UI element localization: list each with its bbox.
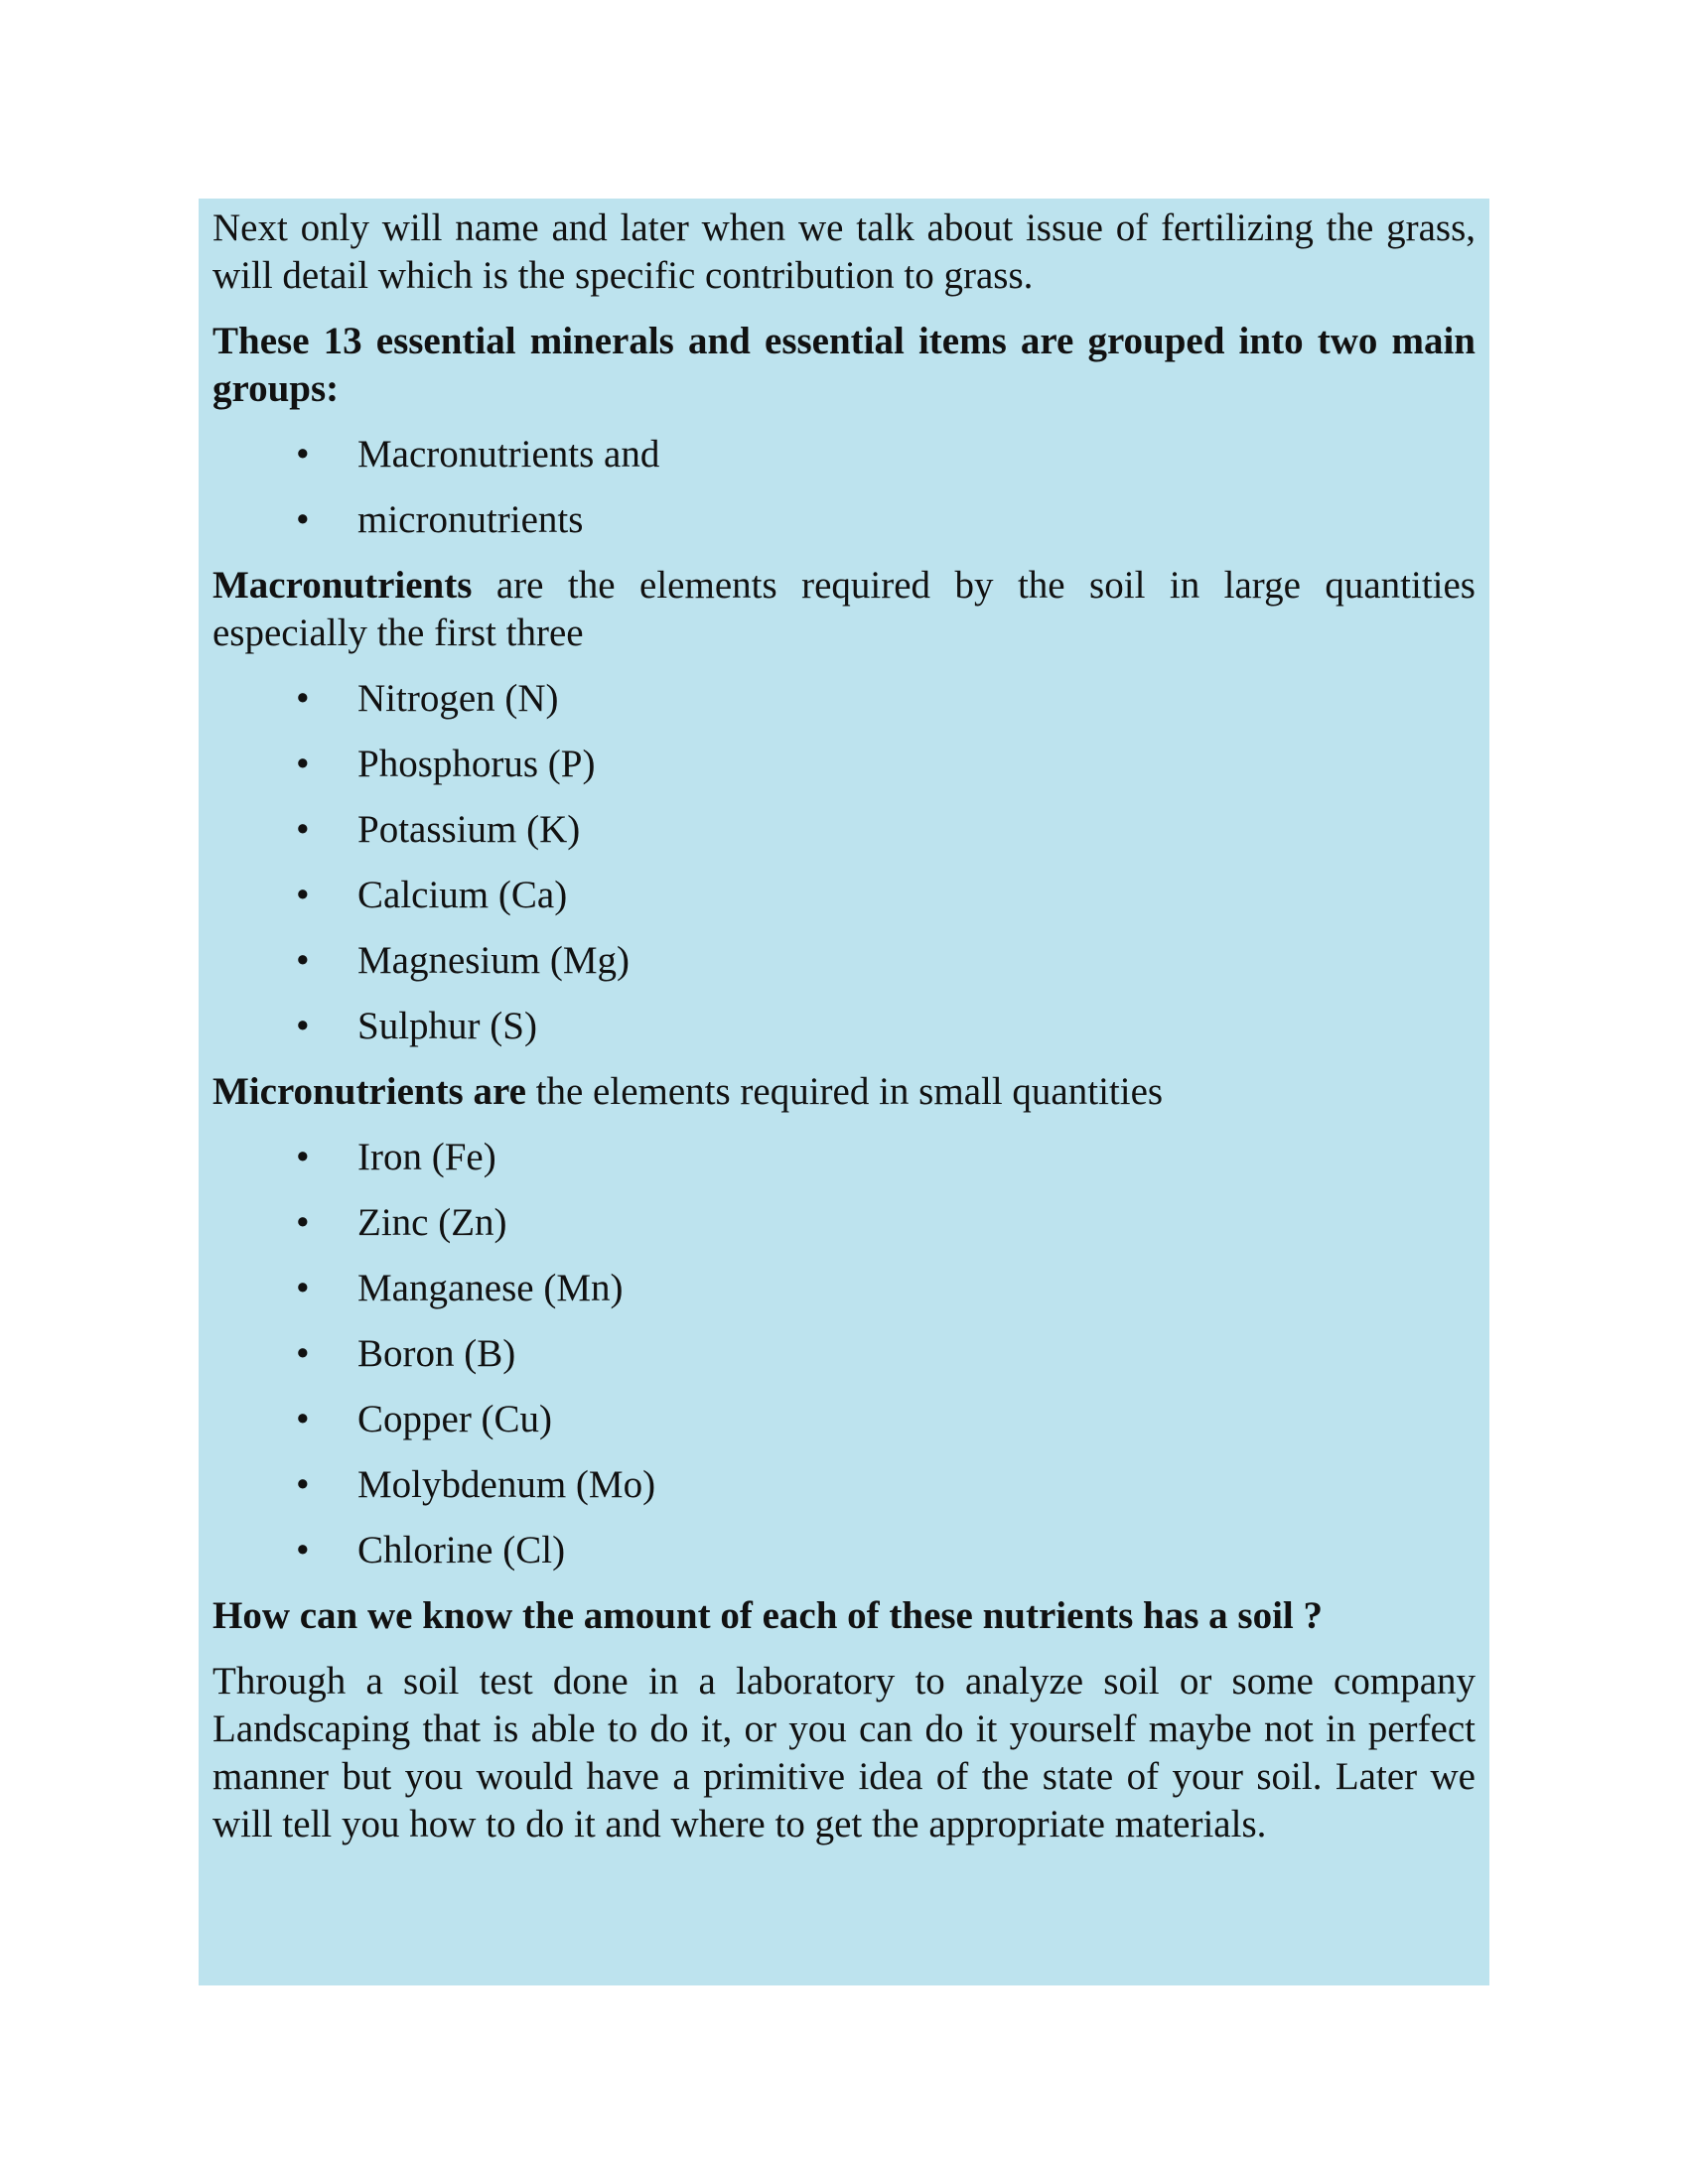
bullet-icon: •: [296, 808, 310, 851]
bullet-icon: •: [296, 498, 310, 541]
list-item-label: Chlorine (Cl): [357, 1529, 566, 1571]
bullet-icon: •: [296, 433, 310, 476]
bullet-icon: •: [296, 1201, 310, 1244]
list-item-label: Manganese (Mn): [357, 1267, 624, 1309]
micronutrients-paragraph: [212, 1068, 1476, 1116]
list-item: [212, 741, 1476, 788]
list-item-label: Sulphur (S): [357, 1005, 537, 1047]
macronutrients-term: Macronutrients: [212, 564, 473, 607]
bullet-icon: •: [296, 874, 310, 916]
list-item: [212, 1330, 1476, 1378]
bullet-icon: •: [296, 939, 310, 982]
list-item: [212, 1461, 1476, 1509]
answer-paragraph: Through a soil test done in a laboratory to analyze soil or some company Landscaping that is able to do it, or you can do it yourself maybe not in perfect manner but you would have a primitive idea of the state of your soil. Later we will tell you how to do it and where to get the appropriate materials.: [212, 1660, 1476, 1845]
list-item-label: Magnesium (Mg): [357, 939, 631, 982]
page-content: [212, 199, 1476, 1848]
list-item-label: Potassium (K): [357, 808, 581, 851]
list-item-label: micronutrients: [357, 498, 584, 541]
list-item: [212, 1396, 1476, 1443]
list-item-label: Zinc (Zn): [357, 1201, 507, 1244]
list-item-label: Molybdenum (Mo): [357, 1463, 656, 1506]
question-heading: How can we know the amount of each of these nutrients has a soil ?: [212, 1594, 1324, 1637]
list-item: [212, 937, 1476, 985]
list-item-label: Phosphorus (P): [357, 743, 596, 785]
list-item: [212, 496, 1476, 544]
content-panel: [199, 199, 1489, 1985]
groups-list: [212, 431, 1476, 544]
bullet-icon: •: [296, 743, 310, 785]
bullet-icon: •: [296, 1136, 310, 1178]
list-item: [212, 872, 1476, 919]
list-item-label: Copper (Cu): [357, 1398, 553, 1440]
macronutrients-list: [212, 675, 1476, 1050]
list-item: [212, 1003, 1476, 1050]
list-item: [212, 1527, 1476, 1574]
list-item-label: Calcium (Ca): [357, 874, 568, 916]
macronutrients-text: are the elements required by the soil in large quantities especially the first three: [212, 564, 1476, 654]
macronutrients-paragraph: [212, 562, 1476, 657]
intro-paragraph: Next only will name and later when we talk about issue of fertilizing the grass, will detail which is the specific contribution to grass.: [212, 206, 1476, 297]
micronutrients-term: Micronutrients are: [212, 1070, 526, 1113]
list-item: [212, 431, 1476, 478]
bullet-icon: •: [296, 1529, 310, 1571]
micronutrients-list: [212, 1134, 1476, 1574]
bullet-icon: •: [296, 1267, 310, 1309]
bullet-icon: •: [296, 1463, 310, 1506]
micronutrients-text: the elements required in small quantities: [525, 1070, 1164, 1113]
groups-heading: These 13 essential minerals and essential items are grouped into two main groups:: [212, 320, 1476, 410]
list-item-label: Iron (Fe): [357, 1136, 496, 1178]
list-item: [212, 675, 1476, 723]
bullet-icon: •: [296, 1398, 310, 1440]
bullet-icon: •: [296, 677, 310, 720]
list-item-label: Nitrogen (N): [357, 677, 559, 720]
list-item-label: Boron (B): [357, 1332, 516, 1375]
list-item: [212, 1265, 1476, 1312]
list-item: [212, 1199, 1476, 1247]
bullet-icon: •: [296, 1332, 310, 1375]
list-item: [212, 1134, 1476, 1181]
list-item-label: Macronutrients and: [357, 433, 660, 476]
bullet-icon: •: [296, 1005, 310, 1047]
list-item: [212, 806, 1476, 854]
